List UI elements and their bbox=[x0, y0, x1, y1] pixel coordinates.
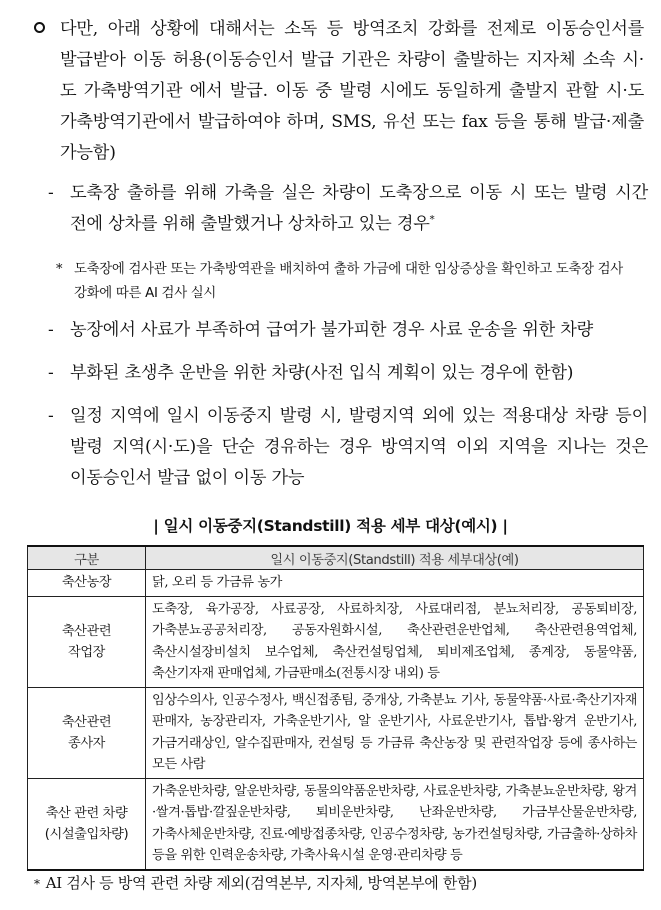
table-header-row bbox=[28, 546, 644, 570]
intro-paragraph: 다만, 아래 상황에 대해서는 소독 등 방역조치 강화를 전제로 이동승인서를 발급받아 이동 허용(이동승인서 발급 기관은 차량이 출발하는 지자체 소속 시·도 가축방역기관 에서 발급. 이동 중 발령 시에도 동일하게 출발지 관할 시·도 가축방역기관에서 발급하여야 하며, SMS, 유선 또는 fax 등을 통해 발급·제출 가능함) bbox=[60, 19, 644, 163]
header-details: 일시 이동중지(Standstill) 적용 세부대상(예) bbox=[146, 546, 644, 570]
standstill-targets-table bbox=[27, 545, 644, 871]
list-item-text: 부화된 초생추 운반을 위한 차량(사전 입식 계획이 있는 경우에 한함) bbox=[70, 363, 574, 383]
row-category: 축산 관련 차량 (시설출입차량) bbox=[28, 778, 146, 870]
row-details: 도축장, 육가공장, 사료공장, 사료하치장, 사료대리점, 분뇨처리장, 공동퇴비장, 가축분뇨공공처리장, 공동자원화시설, 축산관련운반업체, 축산관련용역업체, 축산시설장비설치 보수업체, 축산컨설팅업체, 퇴비제조업체, 종계장, 동물약품, 축산기자재 판매업체, 가금판매소(전통시장 내외) 등 bbox=[146, 596, 644, 687]
dash-marker: - bbox=[48, 320, 54, 340]
circle-bullet-icon bbox=[34, 22, 45, 33]
list-item-slaughter bbox=[48, 178, 648, 240]
list-item-chick bbox=[48, 358, 648, 389]
list-item-feed bbox=[48, 315, 648, 346]
row-category: 축산관련 작업장 bbox=[28, 596, 146, 687]
note-text: 도축장에 검사관 또는 가축방역관을 배치하여 출하 가금에 대한 임상증상을 확인하고 도축장 검사 강화에 따른 AI 검사 실시 bbox=[74, 262, 623, 301]
row-details: 가축운반차량, 알운반차량, 동물의약품운반차량, 사료운반차량, 가축분뇨운반차량, 왕겨·쌀겨·톱밥·깔짚운반차량, 퇴비운반차량, 난좌운반차량, 가금부산물운반차량, 가축사체운반차량, 진료·예방접종차량, 인공수정차량, 농가컨설팅차량, 가금출하·상하차 등을 위한 인력운송차량, 가축사육시설 운영·관리차량 등 bbox=[146, 778, 644, 870]
row-category: 축산관련 종사자 bbox=[28, 687, 146, 778]
list-item-text: 농장에서 사료가 부족하여 급여가 불가피한 경우 사료 운송을 위한 차량 bbox=[70, 320, 594, 340]
table-row bbox=[28, 687, 644, 778]
table-row bbox=[28, 596, 644, 687]
asterisk-marker: * bbox=[56, 262, 63, 277]
footnote bbox=[34, 872, 654, 893]
footnote-asterisk: * bbox=[34, 877, 40, 891]
table-title: | 일시 이동중지(Standstill) 적용 세부 대상(예시) | bbox=[153, 517, 508, 535]
table-row bbox=[28, 778, 644, 870]
table-row bbox=[28, 570, 644, 597]
footnote-text: AI 검사 등 방역 관련 차량 제외(검역본부, 지자체, 방역본부에 한함) bbox=[45, 874, 477, 892]
dash-marker: - bbox=[48, 183, 54, 203]
list-item-text: 도축장 출하를 위해 가축을 실은 차량이 도축장으로 이동 시 또는 발령 시간 전에 상차를 위해 출발했거나 상차하고 있는 경우 bbox=[70, 183, 648, 234]
row-details: 임상수의사, 인공수정사, 백신접종팀, 중개상, 가축분뇨 기사, 동물약품·사료·축산기자재 판매자, 농장관리자, 가축운반기사, 알 운반기사, 사료운반기사, 톱밥·왕겨 운반기사, 가금거래상인, 알수집판매자, 컨설팅 등 가금류 축산농장 및 관련작업장 등에 종사하는 모든 사람 bbox=[146, 687, 644, 778]
row-category: 축산농장 bbox=[28, 570, 146, 597]
header-category: 구분 bbox=[28, 546, 146, 570]
dash-marker: - bbox=[48, 363, 54, 383]
list-item-transit bbox=[48, 401, 648, 494]
list-item-text: 일정 지역에 일시 이동중지 발령 시, 발령지역 외에 있는 적용대상 차량 등이 발령 지역(시·도)을 단순 경유하는 경우 방역지역 이외 지역을 지나는 것은 이동승인서 발급 없이 이동 가능 bbox=[70, 406, 648, 488]
asterisk-note bbox=[56, 258, 646, 306]
intro-bullet bbox=[34, 14, 644, 169]
row-details: 닭, 오리 등 가금류 농가 bbox=[146, 570, 644, 597]
footnote-marker: * bbox=[429, 214, 435, 226]
dash-marker: - bbox=[48, 406, 54, 426]
